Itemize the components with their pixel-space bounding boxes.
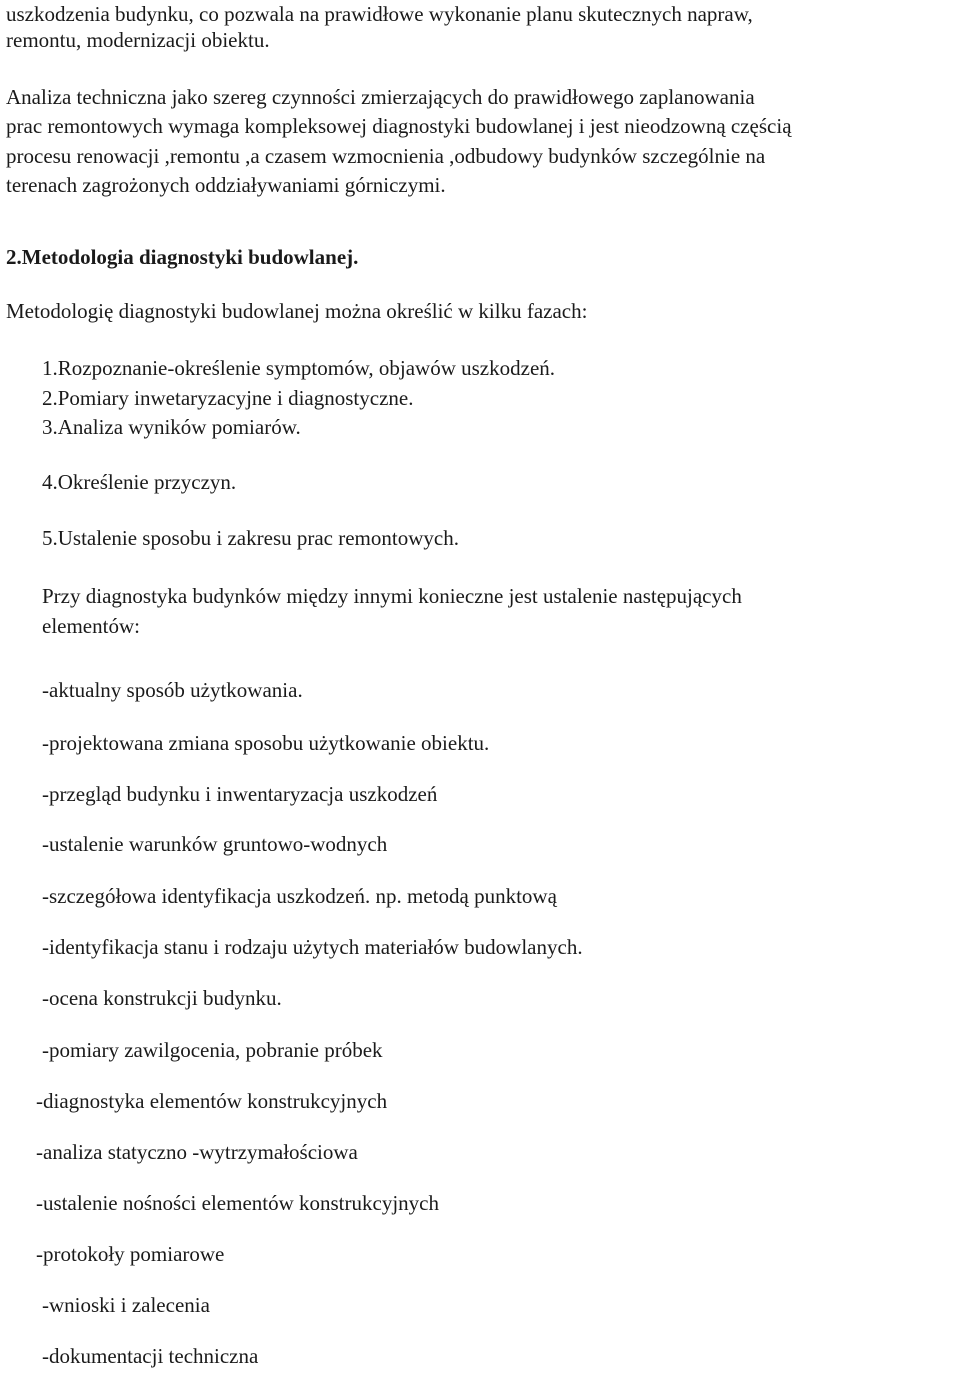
elements-intro-line-1: Przy diagnostyka budynków między innymi konieczne jest ustalenie następujących [42,584,742,608]
intro-line-1: uszkodzenia budynku, co pozwala na prawidłowe wykonanie planu skutecznych napraw, [6,2,753,26]
element-item: -projektowana zmiana sposobu użytkowanie obiektu. [42,731,490,755]
intro-line-2: remontu, modernizacji obiektu. [6,28,270,52]
element-item: -protokoły pomiarowe [36,1242,225,1266]
element-item: -diagnostyka elementów konstrukcyjnych [36,1089,388,1113]
analysis-line-1: Analiza techniczna jako szereg czynności zmierzających do prawidłowego zaplanowania [6,85,755,109]
element-item: -szczegółowa identyfikacja uszkodzeń. np. metodą punktową [42,884,557,908]
analysis-line-2: prac remontowych wymaga kompleksowej diagnostyki budowlanej i jest nieodzowną częścią [6,114,792,138]
phase-item: 2.Pomiary inwetaryzacyjne i diagnostyczne. [42,386,414,410]
analysis-line-3: procesu renowacji ,remontu ,a czasem wzmocnienia ,odbudowy budynków szczególnie na [6,144,766,168]
phase-item: 4.Określenie przyczyn. [42,470,237,494]
element-item: -ustalenie warunków gruntowo-wodnych [42,832,388,856]
element-item: -aktualny sposób użytkowania. [42,678,303,702]
element-item: -identyfikacja stanu i rodzaju użytych materiałów budowlanych. [42,935,583,959]
phase-item: 3.Analiza wyników pomiarów. [42,415,301,439]
phase-item: 5.Ustalenie sposobu i zakresu prac remontowych. [42,526,459,550]
element-item: -ustalenie nośności elementów konstrukcyjnych [36,1191,439,1215]
element-item: -pomiary zawilgocenia, pobranie próbek [42,1038,383,1062]
element-item: -dokumentacji techniczna [42,1344,259,1368]
analysis-line-4: terenach zagrożonych oddziaływaniami górniczymi. [6,173,446,197]
element-item: -przegląd budynku i inwentaryzacja uszkodzeń [42,782,438,806]
element-item: -wnioski i zalecenia [42,1293,210,1317]
element-item: -ocena konstrukcji budynku. [42,986,282,1010]
methodology-lead: Metodologię diagnostyki budowlanej można określić w kilku fazach: [6,299,588,323]
element-item: -analiza statyczno -wytrzymałościowa [36,1140,358,1164]
phase-item: 1.Rozpoznanie-określenie symptomów, objawów uszkodzeń. [42,356,556,380]
elements-intro-line-2: elementów: [42,614,140,638]
section-2-heading: 2.Metodologia diagnostyki budowlanej. [6,245,359,269]
